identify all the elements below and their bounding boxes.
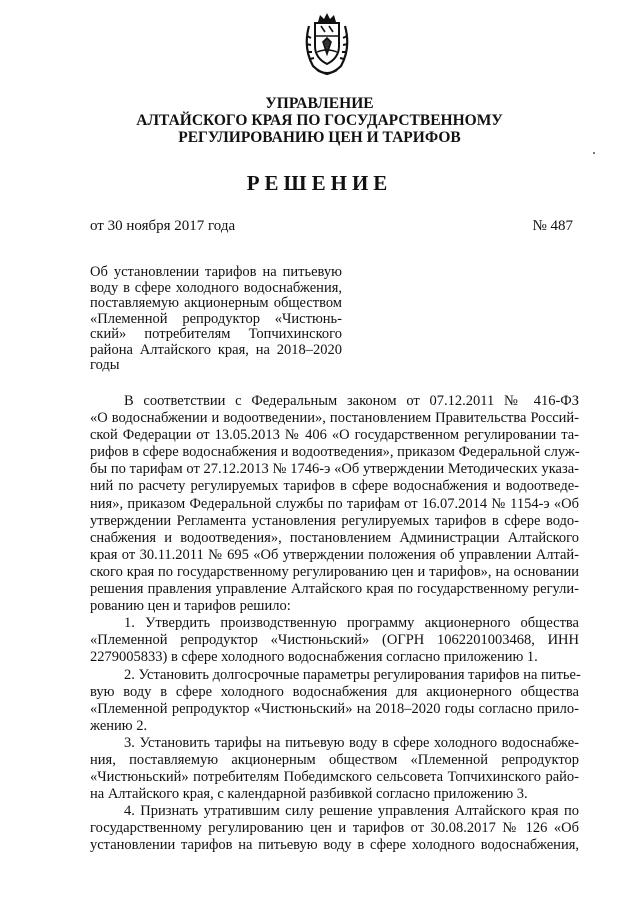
body-line: В соответствии с Федеральным законом от 07.12.2011 № 416-ФЗ [124, 393, 579, 409]
agency-line: АЛТАЙСКОГО КРАЯ ПО ГОСУДАРСТВЕННОМУ [136, 112, 503, 129]
subject-line: годы [90, 357, 120, 373]
body-line: «Племенной репродуктор «Чистюньский» (ОГРН 1062201003468, ИНН [90, 632, 579, 649]
document-date: от 30 ноября 2017 года [90, 218, 236, 234]
agency-name [0, 95, 639, 146]
body-line: решения правления управление Алтайского края по государственному регули- [90, 581, 579, 598]
document-title: РЕШЕНИЕ [246, 171, 393, 195]
document-body [90, 393, 579, 855]
body-line: ния», приказом Федеральной службы по тарифам от 16.07.2014 № 1154-э «Об [90, 495, 579, 512]
body-line: 1. Утвердить производственную программу акционерного общества [124, 615, 579, 632]
body-line: на Алтайского края, с календарной разбивкой согласно приложению 3. [90, 786, 528, 803]
document-number: № 487 [532, 218, 573, 234]
body-line: 3. Установить тарифы на питьевую воду в сфере холодного водоснабже- [124, 734, 579, 751]
body-line: «О водоснабжении и водоотведении», постановлением Правительства Россий- [90, 410, 579, 427]
body-line: установлении тарифов на питьевую воду в сфере холодного водоснабжения, [90, 837, 579, 854]
body-line: «Чистюньский» потребителям Победимского сельсовета Топчихинского райо- [90, 769, 579, 786]
body-line: ний по расчету регулируемых тарифов в сфере водоснабжения и водоотведе- [90, 478, 579, 495]
agency-line: РЕГУЛИРОВАНИЮ ЦЕН И ТАРИФОВ [178, 129, 461, 146]
coat-of-arms-icon [303, 12, 351, 78]
body-line: ского края по государственному регулированию цен и тарифов», на основании [90, 563, 579, 580]
body-line: утверждении Регламента установления регулируемых тарифов в сфере водо- [90, 512, 579, 529]
agency-line: УПРАВЛЕНИЕ [265, 95, 374, 112]
subject-line: «Племенной репродуктор «Чистюнь- [90, 310, 342, 327]
body-line: ской Федерации от 13.05.2013 № 406 «О государственном регулировании та- [90, 427, 579, 444]
body-line: рованию цен и тарифов решило: [90, 598, 291, 615]
subject-line: воду в сфере холодного водоснабжения, [90, 279, 342, 296]
body-line: снабжения и водоотведения», постановлением Администрации Алтайского [90, 529, 579, 546]
body-line: 2279005833) в сфере холодного водоснабжения согласно приложению 1. [90, 649, 538, 666]
body-line: 2. Установить долгосрочные параметры регулирования тарифов на питье- [124, 666, 581, 683]
subject-line: ский» потребителям Топчихинского [90, 326, 342, 342]
document-subject [90, 265, 342, 374]
body-line: жению 2. [90, 717, 148, 734]
body-line: края от 30.11.2011 № 695 «Об утверждении положения об управлении Алтай- [90, 546, 579, 563]
body-line: вую воду в сфере холодного водоснабжения для акционерного общества [90, 683, 579, 700]
subject-line: поставляемую акционерным обществом [90, 295, 342, 311]
body-line: 4. Признать утратившим силу решение управления Алтайского края по [124, 803, 579, 820]
scan-speck [593, 152, 595, 154]
body-line: рифов в сфере водоснабжения и водоотведения», приказом Федеральной служ- [90, 444, 580, 461]
body-line: государственному регулированию цен и тарифов от 30.08.2017 № 126 «Об [90, 820, 579, 837]
body-line: бы по тарифам от 27.12.2013 № 1746-э «Об утверждении Методических указа- [90, 461, 579, 478]
body-line: «Племенной репродуктор «Чистюньский» на 2018–2020 годы согласно прило- [90, 700, 579, 717]
subject-line: района Алтайского края, на 2018–2020 [90, 341, 342, 358]
body-line: ния, поставляемую акционерным обществом «Племенной репродуктор [90, 751, 579, 768]
subject-line: Об установлении тарифов на питьевую [90, 264, 342, 280]
